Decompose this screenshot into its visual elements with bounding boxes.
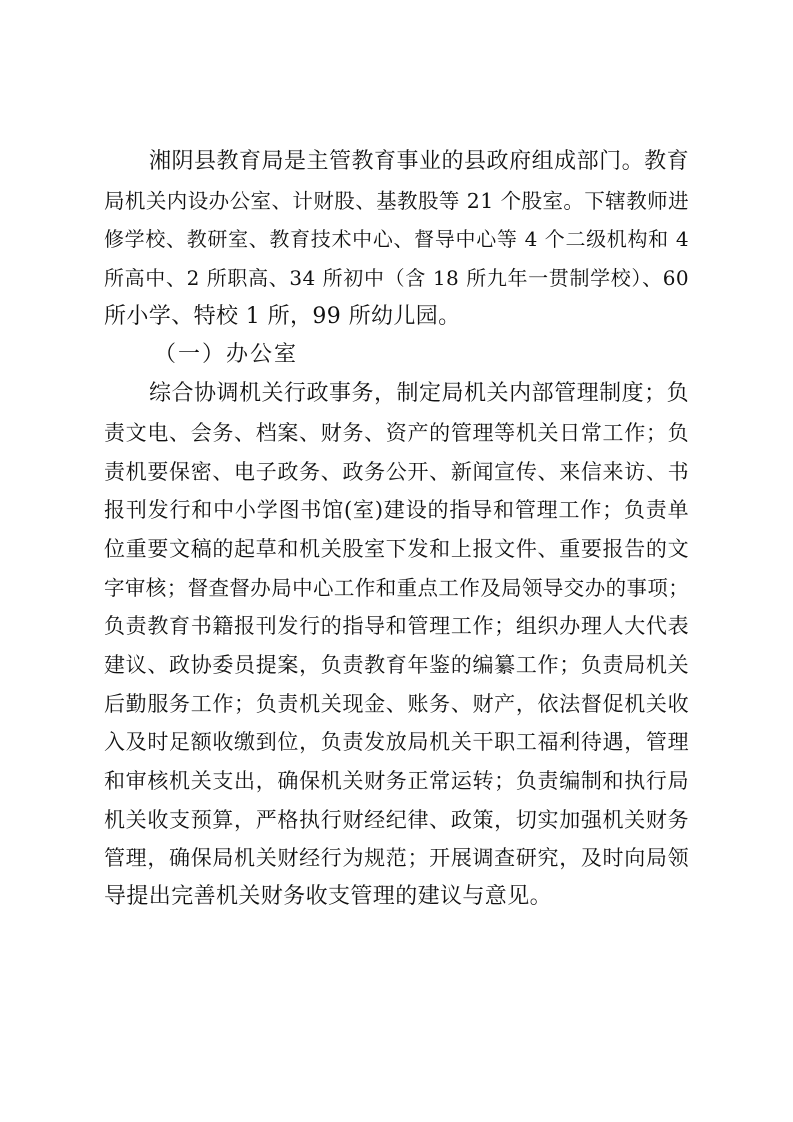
office-line-1: 综合协调机关行政事务，制定局机关内部管理制度；负 <box>149 381 689 407</box>
office-line-11: 和审核机关支出，确保机关财务正常运转；负责编制和执行局 <box>104 769 689 793</box>
intro-line-2: 局机关内设办公室、计财股、基教股等 21 个股室。下辖教师进 <box>104 188 689 213</box>
office-line-6: 字审核；督查督办局中心工作和重点工作及局领导交办的事项； <box>104 575 690 600</box>
office-line-3: 责机要保密、电子政务、政务公开、新闻宣传、来信来访、书 <box>104 459 689 484</box>
office-line-5: 位重要文稿的起草和机关股室下发和上报文件、重要报告的文 <box>104 536 689 561</box>
intro-line-5: 所小学、特校 1 所，99 所幼儿园。 <box>104 303 461 329</box>
office-line-13: 管理，确保局机关财经行为规范；开展调查研究，及时向局领 <box>104 846 689 871</box>
intro-line-1: 湘阴县教育局是主管教育事业的县政府组成部门。教育 <box>149 149 689 174</box>
office-line-4: 报刊发行和中小学图书馆(室)建设的指导和管理工作；负责单 <box>104 498 689 523</box>
intro-line-3: 修学校、教研室、教育技术中心、督导中心等 4 个二级机构和 4 <box>104 227 689 252</box>
office-line-10: 入及时足额收缴到位，负责发放局机关干职工福利待遇，管理 <box>104 730 689 755</box>
office-line-9: 后勤服务工作；负责机关现金、账务、财产，依法督促机关收 <box>104 691 689 716</box>
office-line-8: 建议、政协委员提案，负责教育年鉴的编纂工作；负责局机关 <box>104 652 689 677</box>
document-page <box>104 143 689 917</box>
office-line-2: 责文电、会务、档案、财务、资产的管理等机关日常工作；负 <box>104 420 689 445</box>
office-line-7: 负责教育书籍报刊发行的指导和管理工作；组织办理人大代表 <box>104 614 689 639</box>
office-line-12: 机关收支预算，严格执行财经纪律、政策，切实加强机关财务 <box>104 807 689 832</box>
intro-paragraph <box>104 143 689 336</box>
office-paragraph <box>104 375 689 917</box>
office-line-14: 导提出完善机关财务收支管理的建议与意见。 <box>104 884 553 910</box>
section-heading-office: （一）办公室 <box>154 342 299 368</box>
intro-line-4: 所高中、2 所职高、34 所初中（含 18 所九年一贯制学校）、60 <box>104 266 689 291</box>
